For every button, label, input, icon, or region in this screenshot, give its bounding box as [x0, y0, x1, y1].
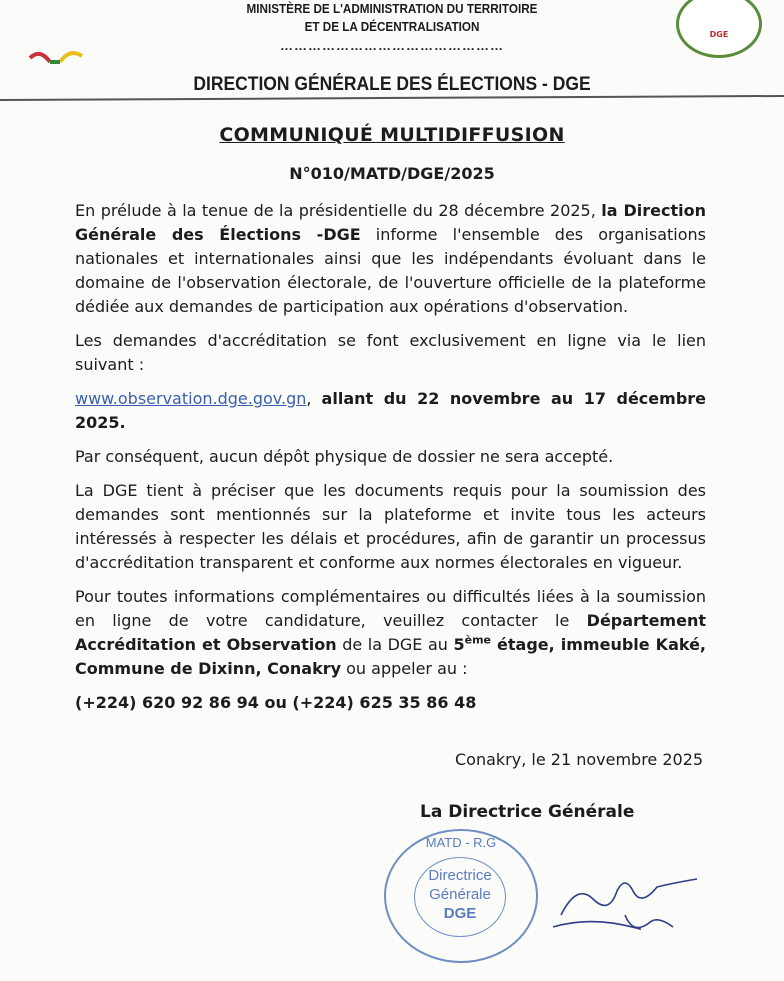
- direction-name: DIRECTION GÉNÉRALE DES ÉLECTIONS - DGE: [193, 74, 591, 95]
- official-stamp: [384, 829, 538, 963]
- ministry-line-1: MINISTÈRE DE L'ADMINISTRATION DU TERRITOIRE: [246, 1, 538, 16]
- paragraph-no-physical: Par conséquent, aucun dépôt physique de dossier ne sera accepté.: [75, 447, 614, 466]
- dge-logo-text: DGE: [709, 29, 729, 39]
- stamp-ring-text: MATD - R.G: [425, 835, 497, 850]
- signatory-title: La Directrice Générale: [420, 802, 635, 822]
- paragraph-online: Les demandes d'accréditation se font exclusivement en ligne via le lien suivant :: [75, 331, 706, 374]
- signature-area: [75, 829, 706, 969]
- header-divider-dots: …………………………………………: [280, 38, 504, 53]
- document-title: COMMUNIQUÉ MULTIDIFFUSION: [219, 124, 565, 146]
- phone-numbers: (+224) 620 92 86 94 ou (+224) 625 35 86 48: [75, 693, 477, 712]
- reference-number: N°010/MATD/DGE/2025: [289, 164, 495, 183]
- stamp-center: Directrice Générale DGE: [414, 857, 506, 937]
- observation-link[interactable]: www.observation.dge.gov.gn: [75, 389, 307, 408]
- paragraph-intro: En prélude à la tenue de la présidentielle du 28 décembre 2025, la Direction Générale des Élections -DGE informe l'ensemble des organisations nationales et internationales ainsi que les indépendants évoluant dans le domaine de l'observation électorale, de l'ouverture officielle de la plateforme dédiée aux demandes de participation aux opérations d'observation.: [75, 201, 706, 316]
- signature: [545, 849, 705, 949]
- document-body: [75, 0, 706, 969]
- date-place: Conakry, le 21 novembre 2025: [455, 750, 704, 769]
- ministry-line-2: ET DE LA DÉCENTRALISATION: [304, 19, 480, 34]
- paragraph-contact: Pour toutes informations complémentaires ou difficultés liées à la soumission en ligne de votre candidature, veuillez contacter le Département Accréditation et Observation de la DGE au 5ème étage, immeuble Kaké, Commune de Dixinn, Conakry ou appeler au :: [75, 587, 707, 678]
- paragraph-documents: La DGE tient à préciser que les documents requis pour la soumission des demandes sont mentionnés sur la plateforme et invite tous les acteurs intéressés à respecter les délais et procédures, afin de garantir un processus d'accréditation transparent et conforme aux normes électorales en vigueur.: [75, 481, 706, 572]
- paragraph-link: www.observation.dge.gov.gn, allant du 22 novembre au 17 décembre 2025.: [75, 389, 707, 432]
